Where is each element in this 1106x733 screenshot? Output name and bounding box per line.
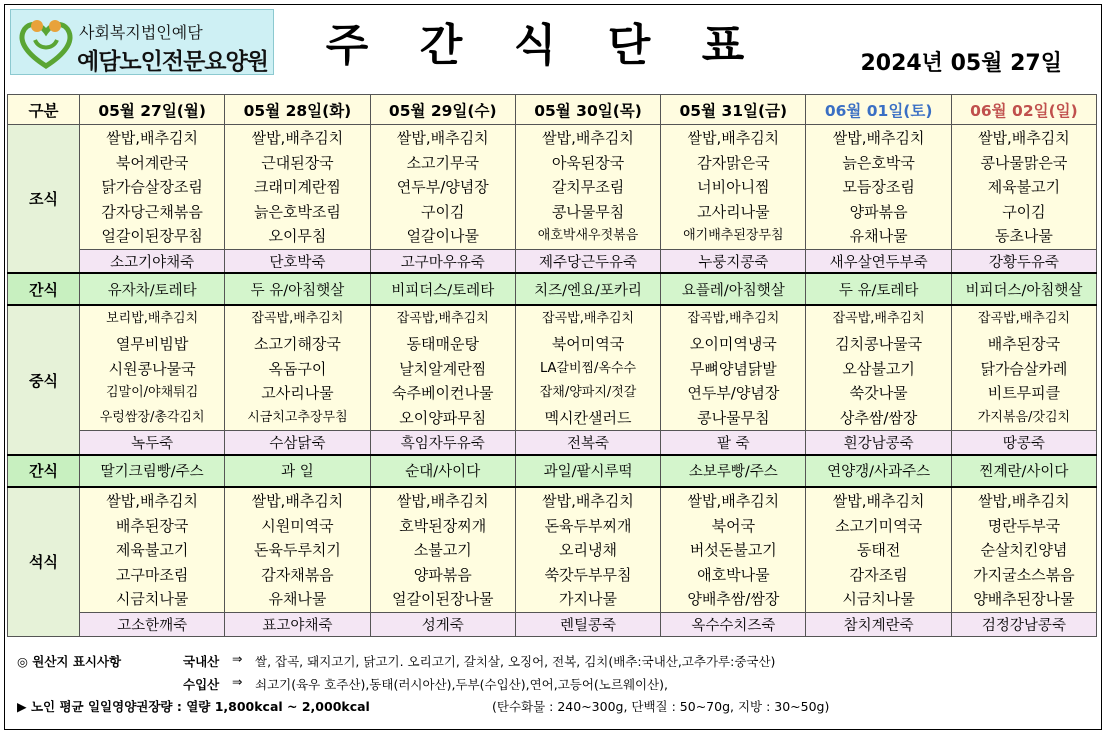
dish-item: 쌀밥,배추김치 [978,491,1070,510]
nutrition-guideline: ▶ 노인 평균 일일영양권장량 : 열량 1,800kcal ~ 2,000kcal [17,699,370,714]
dish-item: 쌀밥,배추김치 [687,491,780,510]
dish-item: 쑥갓두부무침 [544,565,632,584]
dish-cell [951,305,1096,430]
dish-item: 북어계란국 [115,153,189,172]
dish-item: 쌀밥,배추김치 [106,129,198,147]
dish-item: 잡곡밥,배추김치 [251,311,344,327]
dish-item: 양파볶음 [413,565,472,584]
dish-item: 쌀밥,배추김치 [396,129,489,147]
dish-item: 가지볶음/갓김치 [977,409,1071,425]
dish-item: 닭가슴살장조림 [101,178,203,197]
dish-item: 고구마조림 [115,565,189,584]
dish-item: 돈육두부찌개 [544,516,632,535]
dish-cell [806,305,951,430]
porridge-cell: 땅콩죽 [951,431,1096,455]
snack-cell: 연양갱/사과주스 [806,455,951,487]
day-header: 05월 31일(금) [661,95,806,125]
dish-item: 모듬장조림 [842,178,915,197]
dish-item: 쑥갓나물 [849,384,908,403]
dish-item: 소불고기 [413,541,472,560]
snack-cell: 두 유/토레타 [806,273,951,305]
dish-cell [225,125,370,250]
porridge-cell: 전복죽 [515,431,660,455]
dish-item: 쌀밥,배추김치 [251,129,344,147]
dish-item: 쌀밥,배추김치 [542,491,634,510]
dish-item: 명란두부국 [987,516,1061,535]
porridge-cell: 검정강남콩죽 [951,612,1096,636]
dish-item: 연두부/양념장 [687,384,780,403]
dish-item: 연두부/양념장 [396,178,489,197]
dish-cell [515,487,660,612]
dish-item: 쌀밥,배추김치 [251,491,344,510]
dish-item: 가지나물 [559,590,618,609]
dish-item: 감자맑은국 [697,153,770,172]
breakfast-porridge-row [8,249,1097,273]
dish-item: 오이양파무침 [399,408,487,427]
dish-cell [515,305,660,430]
dish-item: 유채나물 [268,590,327,609]
page-title [300,6,770,76]
dish-item: 양파볶음 [849,202,908,221]
dish-item: 오삼불고기 [842,359,915,378]
snack-cell: 순대/사이다 [370,455,515,487]
dish-item: 잡곡밥,배추김치 [396,311,489,327]
lunch-porridge-row [8,431,1097,455]
dish-item: 쌀밥,배추김치 [832,491,925,510]
origin-title: ◎ 원산지 표시사항 [17,654,122,669]
dish-item: 감자조림 [849,565,908,584]
dish-item: 소고기해장국 [253,335,341,354]
dish-item: 쌀밥,배추김치 [832,129,925,147]
dish-item: 돈육두루치기 [253,541,341,560]
domestic-origin-text: 쌀, 잡곡, 돼지고기, 닭고기. 오리고기, 갈치살, 오징어, 전복, 김치(배추:국내산,고추가루:중국산) [255,654,776,669]
porridge-cell: 단호박죽 [225,249,370,273]
snack-cell: 과일/팥시루떡 [515,455,660,487]
snack2-row [8,455,1097,487]
dish-cell [951,487,1096,612]
footer-notes [5,634,1099,729]
dish-item: 고사리나물 [697,202,770,221]
porridge-cell: 렌틸콩죽 [515,612,660,636]
dish-item: 얼갈이된장나물 [392,590,494,609]
dish-item: 크래미계란찜 [253,178,341,197]
logo-name-text: 예담노인전문요양원 [77,49,268,75]
dish-item: 동태매운탕 [406,335,479,354]
arrow-icon: ⇒ [232,651,243,666]
dish-item: 쌀밥,배추김치 [396,491,489,510]
porridge-cell: 옥수수치즈죽 [661,612,806,636]
title-char: 식 [513,20,557,71]
porridge-cell: 흑임자두유죽 [370,431,515,455]
dish-item: 늙은호박국 [842,153,915,172]
dish-item: 오리냉채 [559,541,618,560]
snack-cell: 과 일 [225,455,370,487]
dish-item: 시원미역국 [261,516,334,535]
dish-item: 늙은호박조림 [253,202,341,221]
dish-item: 콩나물맑은국 [980,153,1068,172]
dish-item: 양배추쌈/쌈장 [687,590,780,609]
dish-cell [370,487,515,612]
dish-item: 잡곡밥,배추김치 [687,311,780,327]
dish-item: 동초나물 [994,227,1053,246]
dish-item: 애호박새우젓볶음 [537,228,639,244]
dish-item: 쌀밥,배추김치 [978,129,1070,147]
snack-label: 간식 [8,455,80,487]
snack-cell: 치즈/엔요/포카리 [515,273,660,305]
dish-item: 잡곡밥,배추김치 [832,311,925,327]
dish-item: 배추된장국 [115,516,189,535]
meal-label: 조식 [8,125,80,274]
snack-cell: 찐계란/사이다 [951,455,1096,487]
dish-item: 버섯돈불고기 [689,541,777,560]
logo-org-text: 사회복지법인예담 [79,23,203,42]
dish-cell [661,305,806,430]
lunch-row [8,305,1097,430]
import-label: 수입산 [183,677,220,692]
dish-item: 아욱된장국 [551,153,625,172]
dish-cell [806,125,951,250]
dish-item: 가지굴소스볶음 [973,565,1075,584]
dish-item: 잡채/양파지/젓갈 [539,385,637,401]
porridge-cell: 성게죽 [370,612,515,636]
snack-cell: 소보루빵/주스 [661,455,806,487]
dinner-porridge-row [8,612,1097,636]
dish-item: 상추쌈/쌈장 [839,408,918,427]
dish-cell [661,487,806,612]
dinner-row [8,487,1097,612]
dish-item: 우렁쌈장/총각김치 [99,409,205,425]
dish-cell [225,487,370,612]
dish-item: 닭가슴살카레 [980,359,1068,378]
snack-cell: 두 유/아침햇살 [225,273,370,305]
dish-item: 시원콩나물국 [108,359,196,378]
dish-item: 잡곡밥,배추김치 [542,311,635,327]
snack1-row [8,273,1097,305]
snack-label: 간식 [8,273,80,305]
title-char: 간 [419,20,463,71]
dish-item: 무뼈양념닭발 [689,359,777,378]
dish-item: 옥돔구이 [268,359,327,378]
porridge-cell: 소고기야채죽 [80,249,225,273]
day-header: 05월 27일(월) [80,95,225,125]
dish-item: 멕시칸샐러드 [544,408,632,427]
porridge-cell: 팥 죽 [661,431,806,455]
dish-item: 제육불고기 [115,541,189,560]
arrow-icon: ⇒ [232,674,243,689]
porridge-cell: 제주당근두유죽 [515,249,660,273]
day-header: 05월 28일(화) [225,95,370,125]
dish-item: 숙주베이컨나물 [392,384,494,403]
dish-item: 얼갈이된장무침 [101,227,203,246]
dish-cell [370,305,515,430]
dish-item: 애호박나물 [697,565,770,584]
dish-cell [80,125,225,250]
dish-cell [225,305,370,430]
dish-item: 쌀밥,배추김치 [106,491,198,510]
logo-heart-icon [17,16,75,70]
meal-label: 중식 [8,305,80,454]
weekly-menu-table [7,94,1097,637]
dish-item: 구이김 [421,202,465,221]
day-header: 05월 29일(수) [370,95,515,125]
dish-item: 유채나물 [849,227,908,246]
day-header-sunday: 06월 02일(일) [951,95,1096,125]
nutrition-detail: (탄수화물 : 240~300g, 단백질 : 50~70g, 지방 : 30~50g) [492,699,830,714]
domestic-label: 국내산 [183,654,220,669]
porridge-cell: 누룽지콩죽 [661,249,806,273]
dish-cell [806,487,951,612]
day-header: 05월 30일(목) [515,95,660,125]
dish-item: 열무비빔밥 [115,335,189,354]
dish-item: 동태전 [856,541,901,560]
dish-item: 시금치나물 [842,590,915,609]
porridge-cell: 고소한깨죽 [80,612,225,636]
porridge-cell: 참치계란죽 [806,612,951,636]
snack-cell: 유자차/토레타 [80,273,225,305]
dish-cell [515,125,660,250]
dish-item: 김말이/야채튀김 [106,385,199,401]
dish-item: 잡곡밥,배추김치 [977,311,1070,327]
snack-cell: 딸기크림빵/주스 [80,455,225,487]
dish-item: 순살치킨양념 [980,541,1068,560]
issue-date: 2024년 05월 27일 [860,51,1062,76]
dish-item: 감자채볶음 [261,565,334,584]
import-origin-text: 쇠고기(육우 호주산),동태(러시아산),두부(수입산),연어,고등어(노르웨이산), [255,677,669,692]
snack-cell: 비피더스/아침햇살 [951,273,1096,305]
title-char: 단 [607,20,651,71]
dish-item: 갈치무조림 [551,178,625,197]
dish-item: 오이미역냉국 [689,335,777,354]
dish-item: 김치콩나물국 [835,335,923,354]
snack-cell: 비피더스/토레타 [370,273,515,305]
porridge-cell: 고구마우유죽 [370,249,515,273]
dish-item: 오이무침 [268,227,327,246]
dish-item: 시금치나물 [115,590,189,609]
dish-cell [951,125,1096,250]
dish-item: 비트무피클 [987,384,1061,403]
dish-item: 얼갈이나물 [406,227,479,246]
category-header: 구분 [8,95,80,125]
dish-item: 배추된장국 [987,335,1061,354]
dish-item: 호박된장찌개 [399,516,487,535]
title-char: 표 [701,20,745,71]
dish-cell [370,125,515,250]
dish-item: 제육불고기 [987,178,1061,197]
porridge-cell: 표고야채죽 [225,612,370,636]
dish-item: 콩나물무침 [697,408,770,427]
dish-cell [80,305,225,430]
porridge-cell: 새우살연두부죽 [806,249,951,273]
logo-block [10,9,274,75]
dish-item: 근대된장국 [261,153,334,172]
porridge-cell: 녹두죽 [80,431,225,455]
dish-item: 구이김 [1002,202,1046,221]
dish-cell [80,487,225,612]
dish-item: 너비아니찜 [697,178,770,197]
breakfast-row [8,125,1097,250]
snack-cell: 요플레/아침햇살 [661,273,806,305]
dish-item: 애기배추된장무침 [683,228,784,244]
porridge-cell: 강황두유죽 [951,249,1096,273]
dish-cell [661,125,806,250]
porridge-cell: 수삼닭죽 [225,431,370,455]
meal-label: 석식 [8,487,80,636]
dish-item: 소고기무국 [406,153,479,172]
day-header-saturday: 06월 01일(토) [806,95,951,125]
dish-item: 보리밥,배추김치 [106,311,199,327]
title-char: 주 [325,20,369,71]
dish-item: 콩나물무침 [551,202,625,221]
dish-item: 감자당근채볶음 [101,202,203,221]
dish-item: 날치알계란찜 [399,359,487,378]
dish-item: LA갈비찜/옥수수 [539,360,637,376]
porridge-cell: 흰강남콩죽 [806,431,951,455]
dish-item: 쌀밥,배추김치 [542,129,634,147]
dish-item: 북어미역국 [551,335,625,354]
dish-item: 시금치고추장무침 [247,409,348,425]
day-header-row [8,95,1097,125]
dish-item: 소고기미역국 [835,516,923,535]
dish-item: 쌀밥,배추김치 [687,129,780,147]
dish-item: 북어국 [711,516,756,535]
dish-item: 고사리나물 [261,384,334,403]
dish-item: 양배추된장나물 [973,590,1075,609]
